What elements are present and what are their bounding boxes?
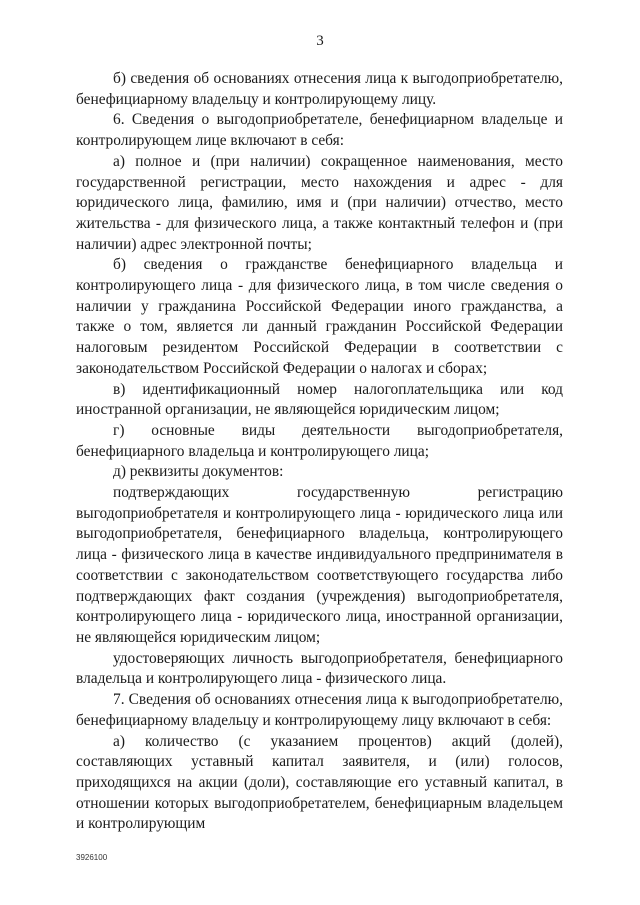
paragraph-6b-basis: б) сведения об основаниях отнесения лица к выгодоприобретателю, бенефициарному владельцу и контролирующему лицу. <box>76 70 563 108</box>
paragraph-6b-citizenship: б) сведения о гражданстве бенефициарного владельца и контролирующего лица - для физического лица, в том числе сведения о наличии у гражданина Российской Федерации иного гражданства, а также о том, является ли данный гражданин Российской Федерации налоговым резидентом Российской Федерации в соответствии с законодательством Российской Федерации о налогах и сборах; <box>76 256 563 377</box>
paragraph-registration-docs: подтверждающих государственную регистрацию выгодоприобретателя и контролирующего лица - юридического лица или выгодоприобретателя, бенефициарного владельца, контролирующего лица - физического лица в качестве индивидуального предпринимателя в соответствии с законодательством соответствующего государства либо подтверждающих факт создания (учреждения) выгодоприобретателя, контролирующего лица - юридического лица, иностранной организации, не являющейся юридическим лицом; <box>76 484 563 646</box>
paragraph-6d-documents: д) реквизиты документов: <box>113 463 284 481</box>
paragraph-item-6: 6. Сведения о выгодоприобретателе, бенефициарном владельце и контролирующем лице включают в себя: <box>76 111 563 150</box>
paragraph-6a-name-address: а) полное и (при наличии) сокращенное наименования, место государственной регистрации, место нахождения и адрес - для юридического лица, фамилию, имя и (при наличии) отчество, место жительства - для физического лица, а также контактный телефон и (при наличии) адрес электронной почты; <box>76 152 563 253</box>
paragraph-7a-shares: а) количество (с указанием процентов) акций (долей), составляющих уставный капитал заявителя, и (или) голосов, приходящихся на акции (доли), составляющие его уставный капитал, в отношении которых выгодоприобретателем, бенефициарным владельцем и контролирующим <box>76 732 563 833</box>
document-body <box>76 69 563 835</box>
paragraph-identity-docs: удостоверяющих личность выгодоприобретателя, бенефициарного владельца и контролирующего лица - физического лица. <box>76 649 563 688</box>
paragraph-item-7: 7. Сведения об основаниях отнесения лица к выгодоприобретателю, бенефициарному владельцу и контролирующему лицу включают в себя: <box>76 691 563 729</box>
page-number: 3 <box>316 33 324 49</box>
document-id: 3926100 <box>76 853 108 862</box>
paragraph-6v-tax-id: в) идентификационный номер налогоплательщика или код иностранной организации, не являющейся юридическим лицом; <box>76 380 563 419</box>
paragraph-6g-activities: г) основные виды деятельности выгодоприобретателя, бенефициарного владельца и контролирующего лица; <box>76 421 563 460</box>
